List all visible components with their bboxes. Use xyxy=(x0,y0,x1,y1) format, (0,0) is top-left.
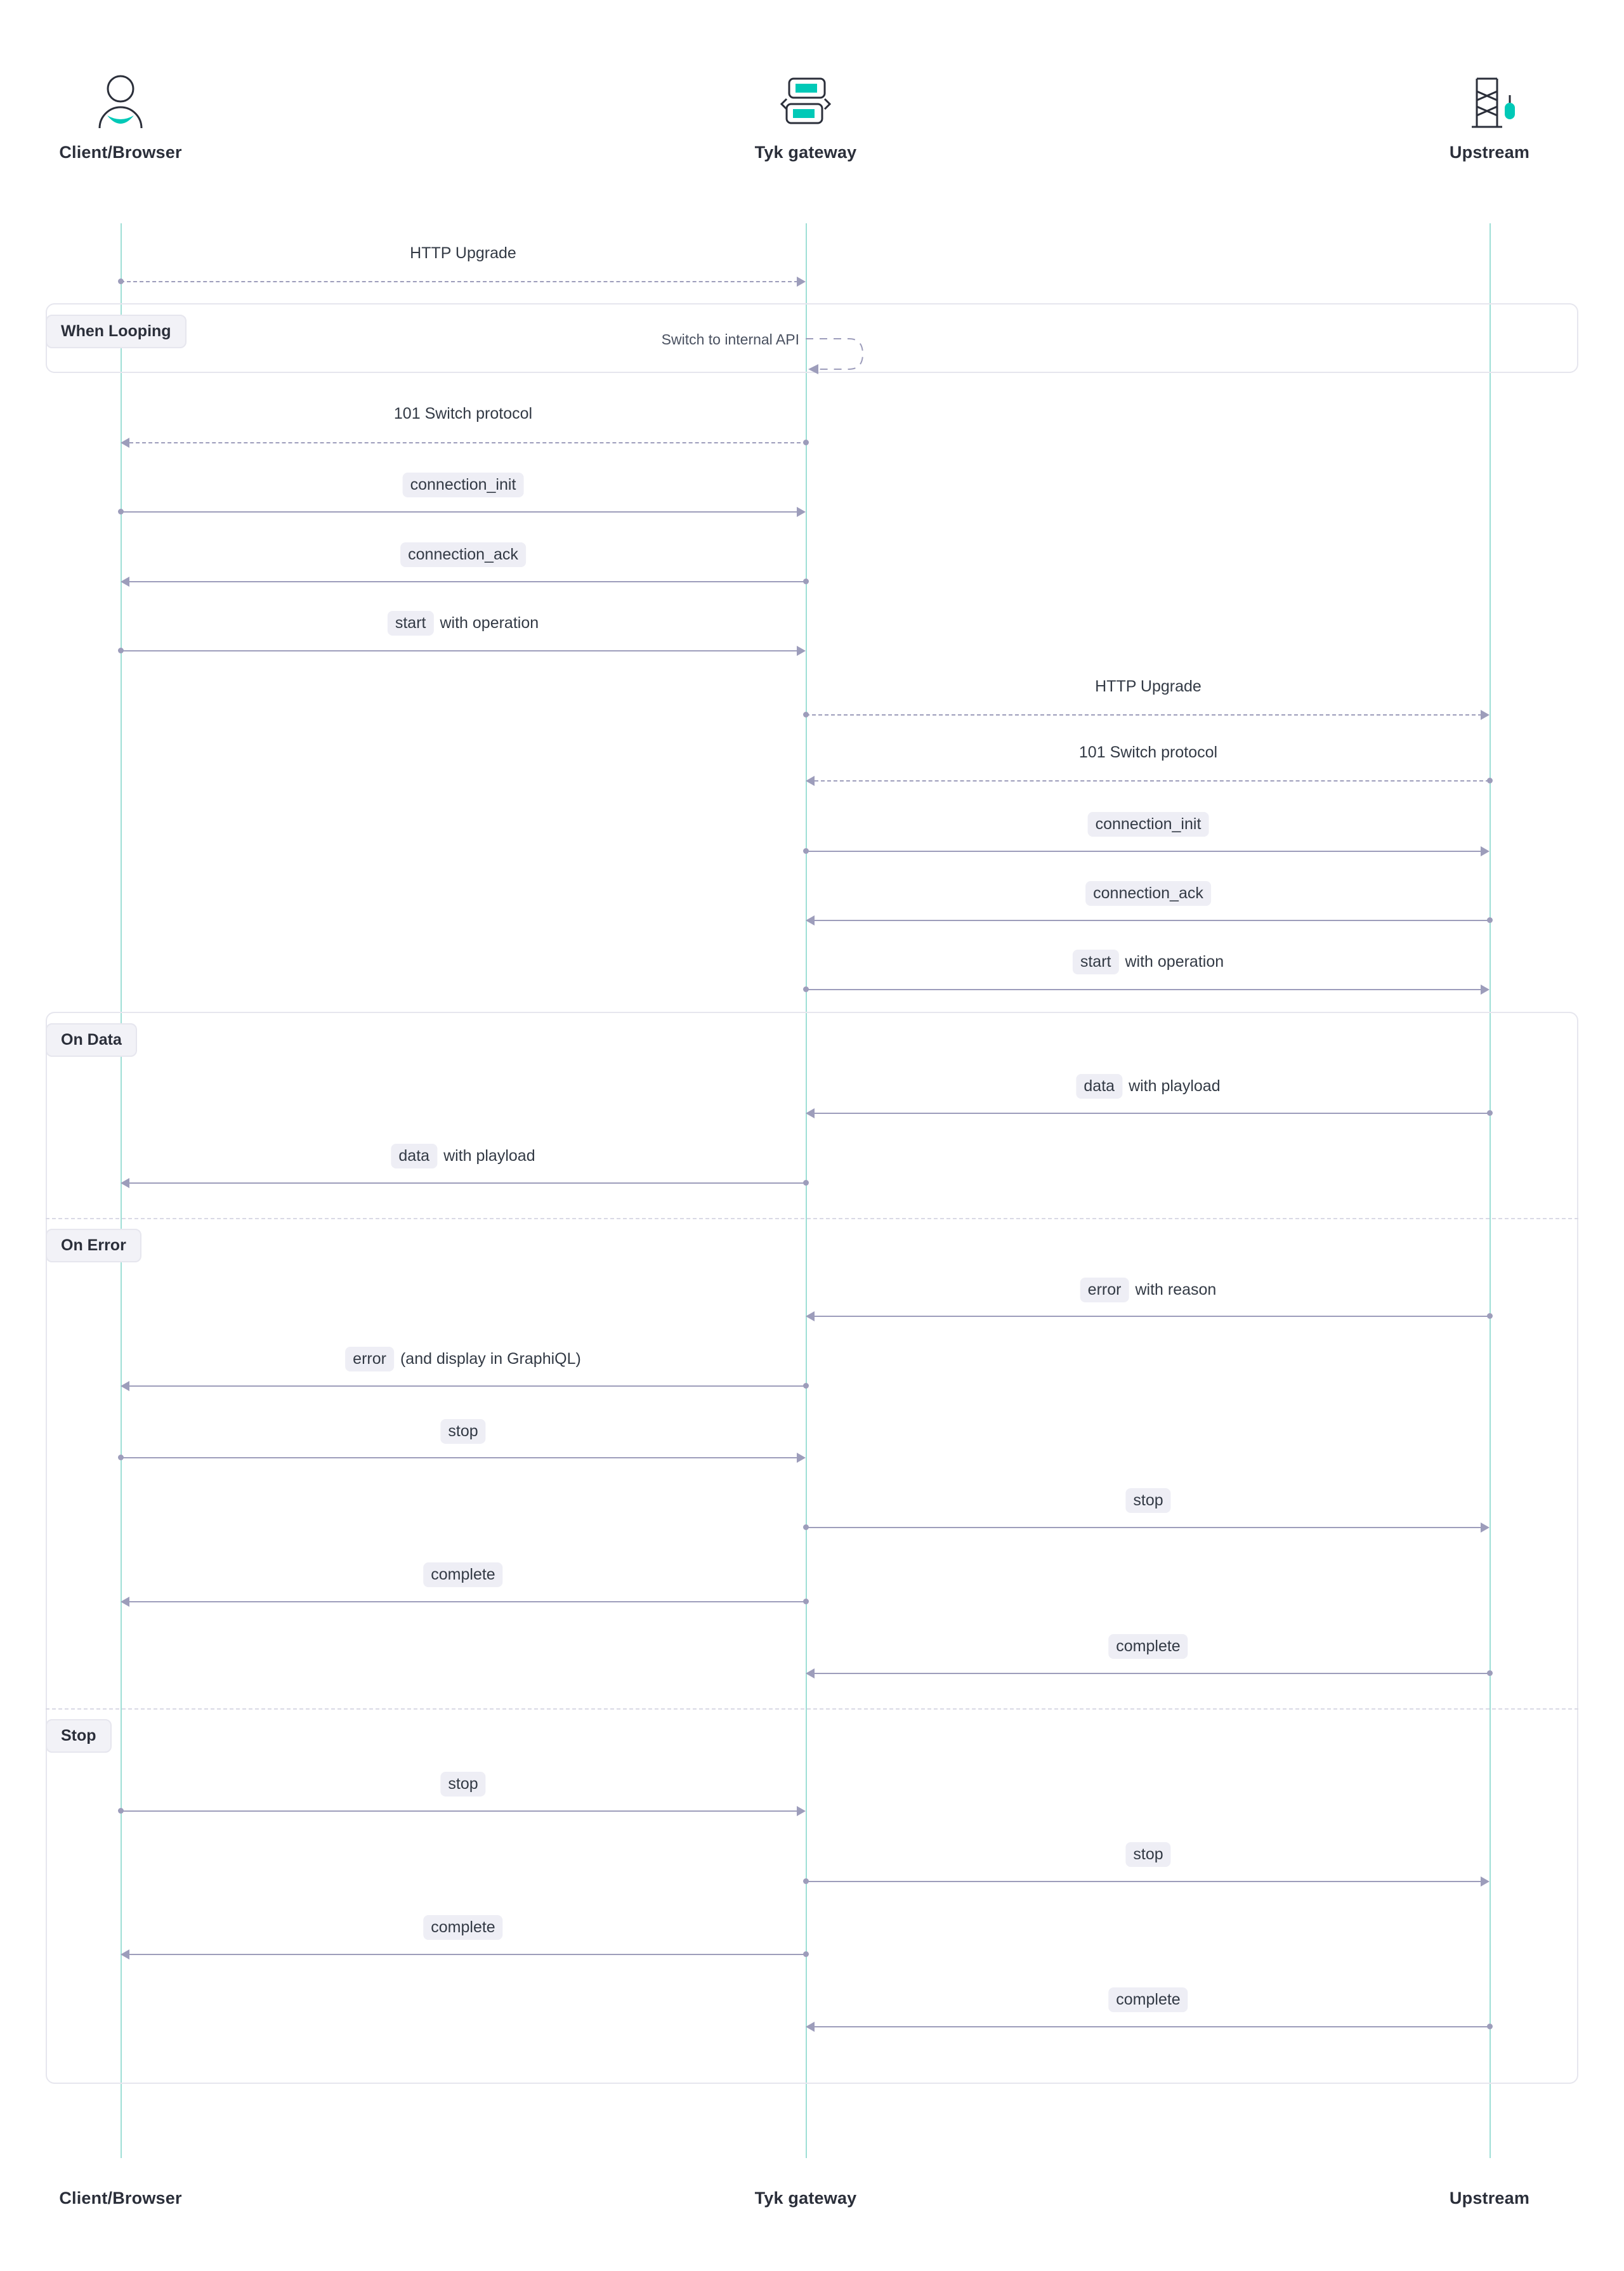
message-start-2 xyxy=(806,989,1482,990)
message-label-data-client xyxy=(384,1144,541,1168)
message-start-1 xyxy=(121,650,798,651)
message-tag: stop xyxy=(1125,1488,1170,1513)
gateway-icon xyxy=(691,60,920,143)
message-tag: complete xyxy=(423,1562,502,1587)
message-label-stop-client-1 xyxy=(434,1419,492,1444)
message-text: Switch to internal API xyxy=(661,331,799,348)
actor-upstream xyxy=(1375,60,1604,162)
message-label-switch-internal-api xyxy=(655,331,806,348)
message-label-101-switch-2 xyxy=(1073,743,1224,762)
message-data-upstream xyxy=(815,1113,1490,1114)
message-text: with playload xyxy=(443,1147,535,1165)
actor-gateway xyxy=(691,60,920,162)
arrowhead-left xyxy=(806,1668,815,1679)
message-label-complete-client-2 xyxy=(417,1915,509,1940)
message-label-data-upstream xyxy=(1070,1074,1226,1099)
fragment-label-on-data: On Data xyxy=(46,1023,137,1057)
message-label-stop-client-2 xyxy=(434,1772,492,1797)
message-label-complete-gateway-2 xyxy=(1102,1987,1194,2012)
message-label-connection-ack-1 xyxy=(394,542,532,567)
message-tag: error xyxy=(1080,1278,1129,1302)
message-complete-gateway-2 xyxy=(815,2026,1490,2027)
message-label-error-upstream xyxy=(1074,1278,1223,1302)
message-origin-dot xyxy=(118,1455,124,1460)
message-text: with playload xyxy=(1129,1077,1221,1095)
message-origin-dot xyxy=(803,712,809,717)
message-data-client xyxy=(129,1182,807,1184)
message-tag: complete xyxy=(1108,1634,1188,1659)
message-error-upstream xyxy=(815,1316,1490,1317)
message-connection-ack-1 xyxy=(129,581,807,582)
message-origin-dot xyxy=(1487,2024,1493,2029)
message-label-http-upgrade-2 xyxy=(1089,677,1208,696)
arrowhead-right xyxy=(1481,1522,1490,1533)
message-text: 101 Switch protocol xyxy=(1078,743,1218,761)
message-label-start-1 xyxy=(381,611,545,636)
message-label-complete-client-1 xyxy=(417,1562,509,1587)
arrowhead-right xyxy=(797,1453,806,1463)
message-origin-dot xyxy=(803,1383,809,1389)
message-tag: complete xyxy=(423,1915,502,1940)
message-label-stop-upstream-2 xyxy=(1119,1842,1177,1867)
message-text: (and display in GraphiQL) xyxy=(400,1350,581,1368)
message-stop-client-2 xyxy=(121,1810,798,1812)
message-origin-dot xyxy=(803,1180,809,1186)
message-tag: data xyxy=(391,1144,437,1168)
message-switch-internal-api xyxy=(804,330,887,390)
arrowhead-right xyxy=(797,277,806,287)
message-origin-dot xyxy=(1487,917,1493,923)
message-origin-dot xyxy=(803,1599,809,1604)
message-error-client xyxy=(129,1385,807,1387)
message-origin-dot xyxy=(1487,1110,1493,1116)
arrowhead-right xyxy=(797,507,806,517)
arrowhead-left xyxy=(806,776,815,786)
message-label-complete-gateway-1 xyxy=(1102,1634,1194,1659)
message-origin-dot xyxy=(118,1808,124,1814)
arrowhead-right xyxy=(797,1806,806,1816)
fragment-label-stop: Stop xyxy=(46,1719,112,1753)
actor-label-client-bottom: Client/Browser xyxy=(59,2189,182,2208)
actor-label-upstream: Upstream xyxy=(1449,143,1530,162)
message-complete-client-1 xyxy=(129,1601,807,1602)
fragment-label-when-looping: When Looping xyxy=(46,315,187,348)
message-origin-dot xyxy=(803,1524,809,1530)
message-stop-upstream-2 xyxy=(806,1881,1482,1882)
arrowhead-left xyxy=(121,1949,129,1960)
arrowhead-right xyxy=(797,646,806,656)
fragment-divider-stop xyxy=(46,1708,1578,1710)
arrowhead-left xyxy=(806,2022,815,2032)
actor-label-gateway: Tyk gateway xyxy=(754,143,857,162)
user-icon xyxy=(6,60,235,143)
message-label-101-switch-1 xyxy=(388,405,539,423)
arrowhead-left xyxy=(121,438,129,448)
message-tag: data xyxy=(1076,1074,1122,1099)
message-label-stop-upstream-1 xyxy=(1119,1488,1177,1513)
message-tag: stop xyxy=(1125,1842,1170,1867)
message-origin-dot xyxy=(803,1951,809,1957)
message-tag: complete xyxy=(1108,1987,1188,2012)
message-label-error-client xyxy=(339,1347,587,1371)
message-origin-dot xyxy=(803,579,809,584)
message-tag: connection_init xyxy=(403,473,524,497)
fragment-label-on-error: On Error xyxy=(46,1229,141,1262)
message-label-start-2 xyxy=(1066,950,1230,974)
message-origin-dot xyxy=(118,648,124,653)
message-text: with reason xyxy=(1135,1281,1217,1299)
arrowhead-left xyxy=(121,1597,129,1607)
message-label-connection-ack-2 xyxy=(1079,881,1217,906)
message-origin-dot xyxy=(1487,1313,1493,1319)
fragment-on-data xyxy=(46,1012,1578,2084)
message-stop-client-1 xyxy=(121,1457,798,1458)
message-101-switch-2 xyxy=(815,780,1490,782)
message-origin-dot xyxy=(803,986,809,992)
message-label-http-upgrade-1 xyxy=(403,244,523,263)
actor-label-client: Client/Browser xyxy=(59,143,182,162)
message-tag: start xyxy=(388,611,434,636)
arrowhead-left xyxy=(121,1178,129,1188)
message-tag: error xyxy=(345,1347,394,1371)
message-label-connection-init-1 xyxy=(396,473,530,497)
message-connection-init-2 xyxy=(806,851,1482,852)
oil-rig-icon xyxy=(1375,60,1604,143)
message-http-upgrade-1 xyxy=(121,281,798,282)
message-text: with operation xyxy=(440,614,539,632)
actor-label-upstream-bottom: Upstream xyxy=(1449,2189,1530,2208)
arrowhead-left xyxy=(121,1381,129,1391)
arrowhead-right xyxy=(1481,846,1490,856)
message-stop-upstream-1 xyxy=(806,1527,1482,1528)
actor-client xyxy=(6,60,235,162)
message-101-switch-1 xyxy=(129,442,807,443)
message-origin-dot xyxy=(1487,1670,1493,1676)
message-complete-gateway-1 xyxy=(815,1673,1490,1674)
arrowhead-left xyxy=(806,1311,815,1321)
message-text: 101 Switch protocol xyxy=(393,405,533,422)
message-tag: start xyxy=(1073,950,1119,974)
fragment-divider-on-error xyxy=(46,1218,1578,1219)
arrowhead-left xyxy=(806,915,815,926)
message-tag: connection_ack xyxy=(400,542,526,567)
arrowhead-right xyxy=(1481,710,1490,720)
message-label-connection-init-2 xyxy=(1082,812,1215,837)
arrowhead-left xyxy=(121,577,129,587)
message-tag: stop xyxy=(440,1419,485,1444)
message-origin-dot xyxy=(118,509,124,514)
message-origin-dot xyxy=(803,848,809,854)
message-connection-ack-2 xyxy=(815,920,1490,921)
message-origin-dot xyxy=(803,440,809,445)
message-connection-init-1 xyxy=(121,511,798,513)
message-tag: stop xyxy=(440,1772,485,1797)
message-complete-client-2 xyxy=(129,1954,807,1955)
message-origin-dot xyxy=(1487,778,1493,783)
message-origin-dot xyxy=(118,278,124,284)
message-text: HTTP Upgrade xyxy=(1095,677,1202,695)
message-origin-dot xyxy=(803,1878,809,1884)
message-tag: connection_ack xyxy=(1085,881,1211,906)
actor-label-gateway-bottom: Tyk gateway xyxy=(754,2189,857,2208)
arrowhead-right xyxy=(1481,1876,1490,1887)
message-text: with operation xyxy=(1125,953,1224,971)
arrowhead-left xyxy=(806,1108,815,1118)
message-tag: connection_init xyxy=(1088,812,1209,837)
arrowhead-right xyxy=(1481,985,1490,995)
message-text: HTTP Upgrade xyxy=(410,244,516,262)
message-http-upgrade-2 xyxy=(806,714,1482,716)
